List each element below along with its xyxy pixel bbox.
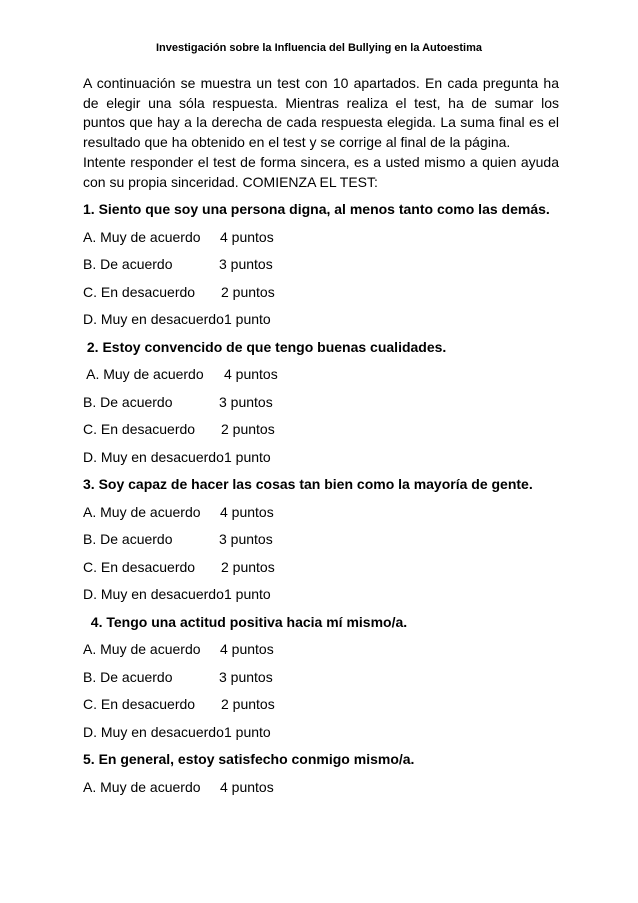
option-points: 4 puntos (220, 228, 274, 245)
question-2: 2. Estoy convencido de que tengo buenas cualidades. (83, 338, 447, 355)
answer-option (83, 361, 563, 389)
instructions-paragraph: Intente responder el test de forma sincera, es a usted mismo a quien ayuda con su propia sinceridad. COMIENZA EL TEST: (83, 154, 559, 190)
intro-paragraph: A continuación se muestra un test con 10 apartados. En cada pregunta ha de elegir una sóla respuesta. Mientras realiza el test, ha de sumar los puntos que hay a la derecha de cada respuesta elegida. La suma final es el resultado que ha obtenido en el test y se corrige al final de la página. (83, 75, 559, 150)
option-points: 4 puntos (220, 778, 274, 795)
answer-option (83, 691, 563, 719)
answer-option (83, 719, 563, 747)
option-label: D. Muy en desacuerdo (83, 723, 224, 740)
option-label: B. De acuerdo (83, 668, 173, 685)
option-label: A. Muy de acuerdo (83, 641, 201, 657)
answer-option (83, 224, 563, 252)
option-points: 4 puntos (220, 641, 274, 657)
option-label: D. Muy en desacuerdo (83, 586, 224, 602)
test-questions (83, 196, 563, 801)
option-points: 4 puntos (220, 503, 274, 520)
answer-option (83, 251, 563, 279)
option-label: A. Muy de acuerdo (83, 228, 201, 245)
option-points: 3 puntos (219, 668, 273, 685)
answer-option (83, 774, 563, 802)
answer-option (83, 554, 563, 582)
question-4: 4. Tengo una actitud positiva hacia mí mismo/a. (83, 613, 408, 630)
question-3: 3. Soy capaz de hacer las cosas tan bien como la mayoría de gente. (83, 476, 533, 492)
option-points: 1 punto (224, 311, 271, 327)
option-points: 3 puntos (219, 531, 273, 547)
option-points: 1 punto (224, 723, 271, 740)
option-label: C. En desacuerdo (83, 421, 196, 437)
option-label: C. En desacuerdo (83, 558, 196, 575)
option-points: 1 punto (224, 586, 271, 602)
option-label: D. Muy en desacuerdo (83, 448, 224, 465)
option-label: A. Muy de acuerdo (83, 366, 204, 382)
option-points: 2 puntos (221, 283, 275, 300)
answer-option (83, 526, 563, 554)
option-points: 2 puntos (221, 558, 275, 575)
answer-option (83, 306, 563, 334)
option-points: 1 punto (224, 448, 271, 465)
question-1: 1. Siento que soy una persona digna, al menos tanto como las demás. (83, 201, 550, 217)
option-label: A. Muy de acuerdo (83, 778, 201, 795)
answer-option (83, 499, 563, 527)
option-label: B. De acuerdo (83, 393, 173, 410)
option-points: 4 puntos (224, 366, 278, 382)
running-header: Investigación sobre la Influencia del Bullying en la Autoestima (156, 42, 482, 54)
answer-option (83, 444, 563, 472)
option-label: A. Muy de acuerdo (83, 503, 201, 520)
option-label: B. De acuerdo (83, 531, 173, 547)
answer-option (83, 581, 563, 609)
answer-option (83, 389, 563, 417)
answer-option (83, 279, 563, 307)
option-points: 2 puntos (221, 696, 275, 712)
question-5: 5. En general, estoy satisfecho conmigo mismo/a. (83, 751, 415, 767)
option-points: 3 puntos (219, 393, 273, 410)
option-label: C. En desacuerdo (83, 283, 196, 300)
answer-option (83, 636, 563, 664)
answer-option (83, 664, 563, 692)
option-points: 3 puntos (219, 256, 273, 272)
option-label: C. En desacuerdo (83, 696, 196, 712)
option-points: 2 puntos (221, 421, 275, 437)
option-label: B. De acuerdo (83, 256, 173, 272)
answer-option (83, 416, 563, 444)
option-label: D. Muy en desacuerdo (83, 311, 224, 327)
